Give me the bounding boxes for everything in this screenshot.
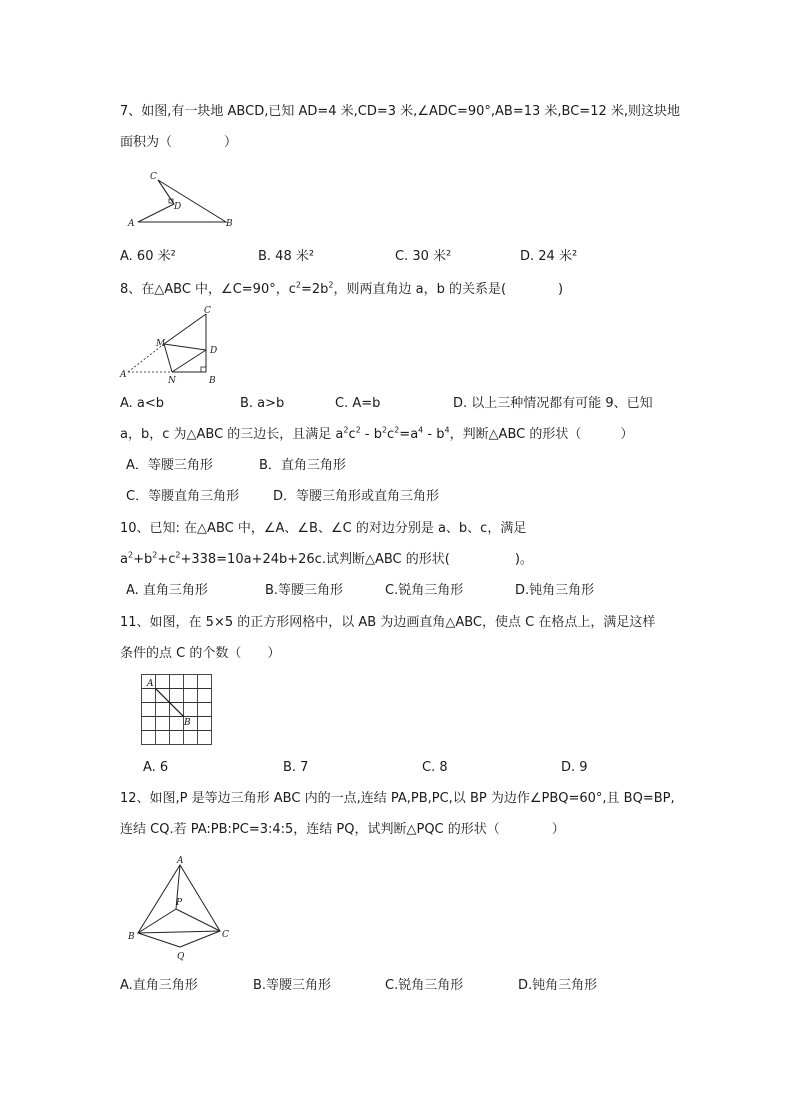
q10-option-d[interactable]: D.钝角三角形 <box>515 583 595 598</box>
q8-label-c: C <box>204 306 211 316</box>
q11-option-d[interactable]: D. 9 <box>561 760 588 775</box>
q12-stem-line2: 连结 CQ.若 PA:PB:PC=3:4:5，连结 PQ，试判断△PQC 的形状（ ） <box>120 822 565 837</box>
q8-label-n: N <box>168 376 176 386</box>
q11-option-a[interactable]: A. 6 <box>143 760 169 775</box>
q12-label-b: B <box>128 932 135 942</box>
q7-label-d: D <box>174 202 182 212</box>
q12-label-q: Q <box>177 952 185 962</box>
q8-label-m: M <box>156 339 166 349</box>
q10-option-a[interactable]: A. 直角三角形 <box>126 583 208 598</box>
q9-option-c[interactable]: C．等腰直角三角形 <box>126 489 240 504</box>
q8-label-b: B <box>209 376 216 386</box>
q7-option-c[interactable]: C. 30 米² <box>395 249 452 264</box>
q7-quadrilateral <box>138 180 226 222</box>
q11-option-b[interactable]: B. 7 <box>283 760 309 775</box>
q7-figure <box>122 168 242 232</box>
q7-label-a: A <box>128 219 135 229</box>
q10-stem-line1: 10、已知: 在△ABC 中，∠A、∠B、∠C 的对边分别是 a、b、c，满足 <box>120 521 527 536</box>
q8-option-c[interactable]: C. A=b <box>335 396 381 411</box>
q12-option-d[interactable]: D.钝角三角形 <box>518 978 598 993</box>
q10-option-b[interactable]: B.等腰三角形 <box>265 583 344 598</box>
q7-option-a[interactable]: A. 60 米² <box>120 249 176 264</box>
q12-label-a: A <box>177 856 184 866</box>
q9-option-a[interactable]: A．等腰三角形 <box>126 458 213 473</box>
q10-stem-line2: $a^2+b^2+c^2+338=10a+24b+26c$.试判断△ABC 的形状( )。 <box>120 550 533 567</box>
q12-stem-line1: 12、如图,P 是等边三角形 ABC 内的一点,连结 PA,PB,PC,以 BP 为边作∠PBQ=60°,且 BQ=BP, <box>120 791 675 806</box>
q7-stem-line2: 面积为（ ） <box>120 135 238 150</box>
q12-label-c: C <box>222 930 229 940</box>
q12-option-c[interactable]: C.锐角三角形 <box>385 978 464 993</box>
q11-grid-figure <box>141 674 213 746</box>
q7-label-c: C <box>150 172 157 182</box>
q8-figure <box>118 306 228 390</box>
q8-option-b[interactable]: B. a>b <box>240 396 285 411</box>
q7-option-d[interactable]: D. 24 米² <box>520 249 578 264</box>
q8-label-d: D <box>210 346 218 356</box>
q8-label-a: A <box>120 370 127 380</box>
q12-option-b[interactable]: B.等腰三角形 <box>253 978 332 993</box>
q9-option-b[interactable]: B．直角三角形 <box>259 458 346 473</box>
q8-stem: 8、在△ABC 中，∠C=90°，$c^2=2b^2$，则两直角边 a，b 的关系是( ) <box>120 280 564 297</box>
q9-option-d[interactable]: D．等腰三角形或直角三角形 <box>273 489 440 504</box>
q12-figure <box>126 855 236 963</box>
q11-stem-line1: 11、如图，在 5×5 的正方形网格中，以 AB 为边画直角△ABC，使点 C 在格点上，满足这样 <box>120 615 656 630</box>
q12-label-p: P <box>176 898 183 908</box>
q11-label-b: B <box>184 718 191 728</box>
q8-option-d[interactable]: D. 以上三种情况都有可能 9、已知 <box>453 396 653 411</box>
q11-option-c[interactable]: C. 8 <box>422 760 448 775</box>
q8-option-a[interactable]: A. a<b <box>120 396 165 411</box>
q12-option-a[interactable]: A.直角三角形 <box>120 978 198 993</box>
q9-stem: a，b，c 为△ABC 的三边长，且满足 $a^2c^2 - b^2c^2=a^4 - b^4$，判断△ABC 的形状（ ） <box>120 425 634 442</box>
q10-option-c[interactable]: C.锐角三角形 <box>385 583 464 598</box>
q7-stem-line1: 7、如图,有一块地 ABCD,已知 AD=4 米,CD=3 米,∠ADC=90°,AB=13 米,BC=12 米,则这块地 <box>120 104 680 119</box>
q11-stem-line2: 条件的点 C 的个数（ ） <box>120 646 281 661</box>
q7-label-b: B <box>226 219 233 229</box>
q7-option-b[interactable]: B. 48 米² <box>258 249 315 264</box>
q11-label-a: A <box>147 679 154 689</box>
